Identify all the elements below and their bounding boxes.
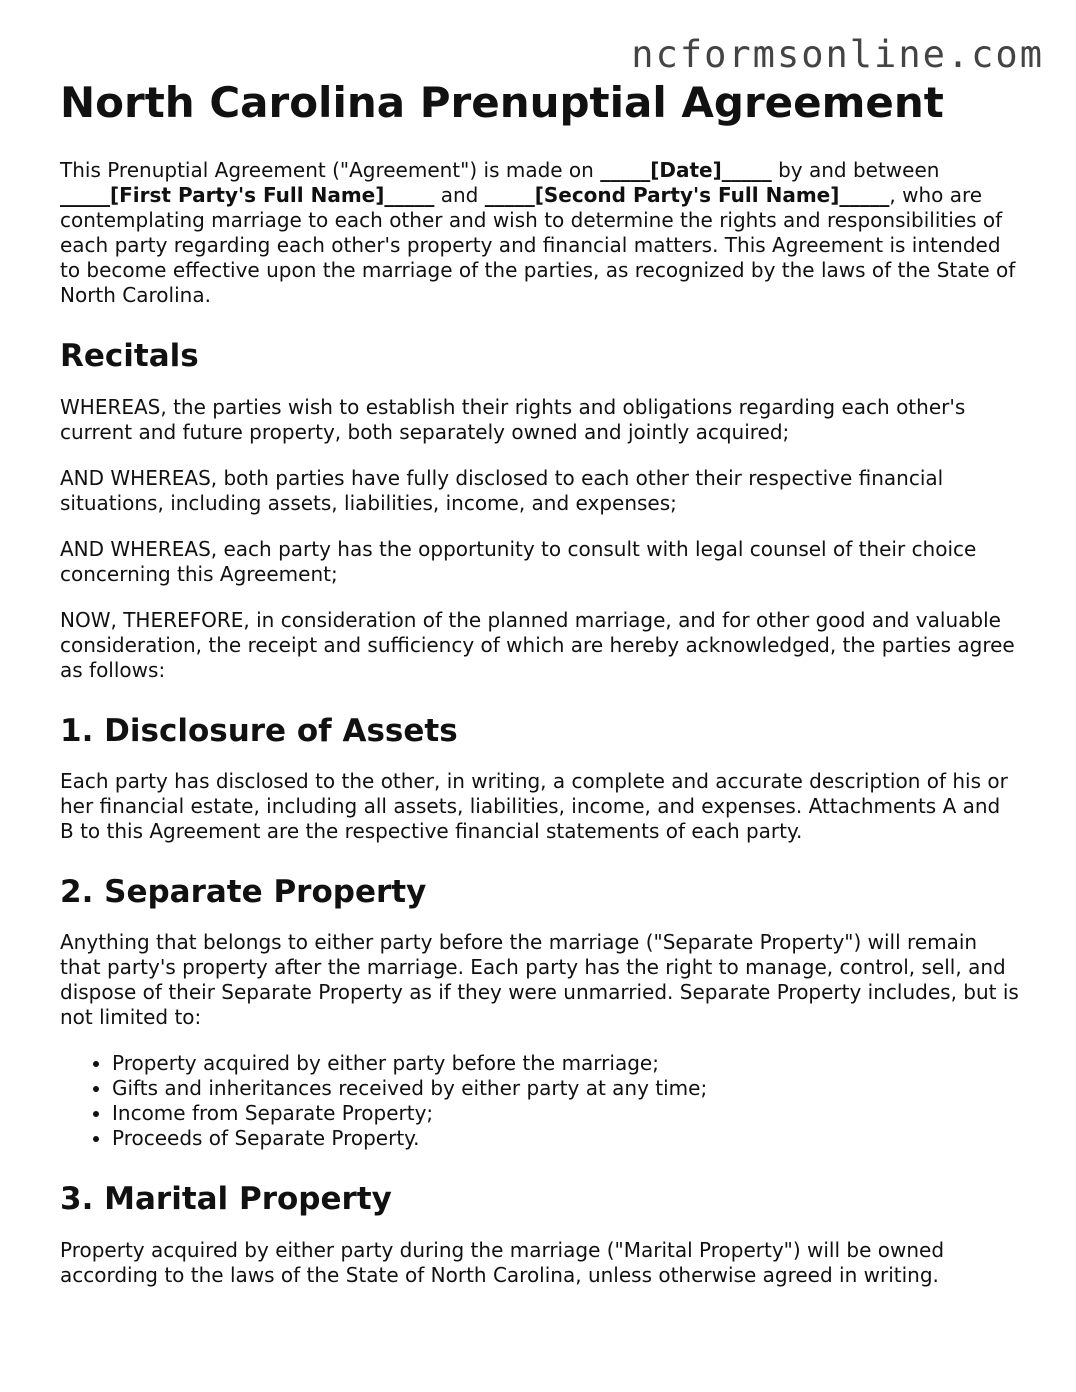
section-2-body: Anything that belongs to either party before the marriage ("Separate Property") will remain that party's property after the marriage. Each party has the right to manage, control, sell, and dispose of their Separate Property as if they were unmarried. Separate Property includes, but is not limited to: [60, 930, 1019, 1030]
recital-paragraph-1: WHEREAS, the parties wish to establish their rights and obligations regarding each other's current and future property, both separately owned and jointly acquired; [60, 394, 966, 444]
recital-paragraph-2: AND WHEREAS, both parties have fully disclosed to each other their respective financial situations, including assets, liabilities, income, and expenses; [60, 465, 944, 515]
section-1-heading: 1. Disclosure of Assets [60, 712, 458, 749]
page-title: North Carolina Prenuptial Agreement [60, 78, 944, 127]
separate-property-list [60, 1051, 1020, 1151]
intro-text-2: by and between [771, 158, 940, 183]
watermark: ncformsonline.com [631, 33, 1044, 76]
list-item: • Proceeds of Separate Property. [112, 1126, 1020, 1151]
first-party-placeholder: _____[First Party's Full Name]_____ [60, 183, 435, 208]
recital-paragraph-3: AND WHEREAS, each party has the opportunity to consult with legal counsel of their choice concerning this Agreement; [60, 536, 977, 586]
section-1-body: Each party has disclosed to the other, in writing, a complete and accurate description of his or her financial estate, including all assets, liabilities, income, and expenses. Attachments A and B to this Agreement are the respective financial statements of each party. [60, 768, 1008, 843]
list-item: • Property acquired by either party before the marriage; [112, 1051, 1020, 1076]
recital-paragraph-4: NOW, THEREFORE, in consideration of the planned marriage, and for other good and valuable consideration, the receipt and sufficiency of which are hereby acknowledged, the parties agree as follows: [60, 607, 1015, 682]
intro-paragraph [60, 158, 1020, 308]
date-placeholder: _____[Date]_____ [600, 158, 772, 183]
section-3-body: Property acquired by either party during the marriage ("Marital Property") will be owned according to the laws of the State of North Carolina, unless otherwise agreed in writing. [60, 1237, 945, 1287]
document-body [60, 78, 1020, 1309]
recitals-heading: Recitals [60, 338, 199, 375]
section-3-heading: 3. Marital Property [60, 1181, 392, 1218]
intro-text-4: , who are contemplating marriage to each other and wish to determine the rights and responsibilities of each party regarding each other's property and financial matters. This Agreement is intended to become effective upon the marriage of the parties, as recognized by the laws of the State of North Carolina. [60, 183, 1016, 308]
list-item: • Income from Separate Property; [112, 1101, 1020, 1126]
list-item: • Gifts and inheritances received by either party at any time; [112, 1076, 1020, 1101]
intro-text-1: This Prenuptial Agreement ("Agreement") is made on [60, 158, 601, 183]
intro-text-3: and [434, 183, 485, 208]
second-party-placeholder: _____[Second Party's Full Name]_____ [484, 183, 890, 208]
section-2-heading: 2. Separate Property [60, 873, 427, 910]
